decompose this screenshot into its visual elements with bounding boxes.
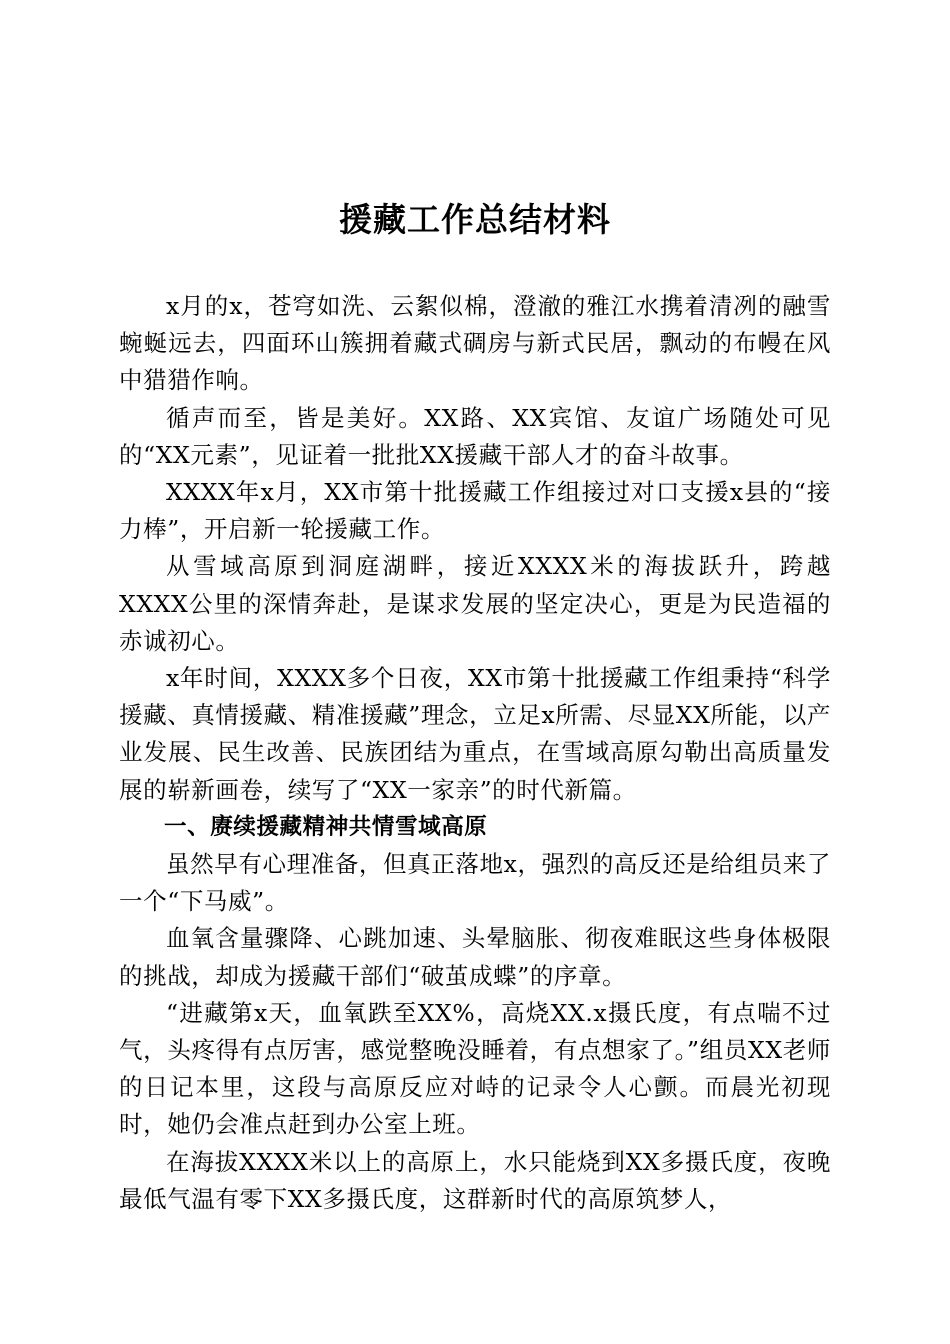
- paragraph: 循声而至，皆是美好。XX路、XX宾馆、友谊广场随处可见的“XX元素”，见证着一批批XX援藏干部人才的奋斗故事。: [119, 403, 831, 469]
- paragraph: 从雪域高原到洞庭湖畔，接近XXXX米的海拔跃升，跨越XXXX公里的深情奔赴，是谋求发展的坚定决心，更是为民造福的赤诚初心。: [119, 552, 831, 655]
- paragraph: “进藏第x天，血氧跌至XX%，高烧XX.x摄氏度，有点喘不过气，头疼得有点厉害，感觉整晚没睡着，有点想家了。”组员XX老师的日记本里，这段与高原反应对峙的记录令人心颤。而晨光初现时，她仍会准点赶到办公室上班。: [119, 998, 831, 1139]
- paragraph: 血氧含量骤降、心跳加速、头晕脑胀、彻夜难眠这些身体极限的挑战，却成为援藏干部们“破茧成蝶”的序章。: [119, 924, 831, 990]
- paragraph: 虽然早有心理准备，但真正落地x，强烈的高反还是给组员来了一个“下马威”。: [119, 850, 831, 916]
- paragraph: XXXX年x月，XX市第十批援藏工作组接过对口支援x县的“接力棒”，开启新一轮援藏工作。: [119, 478, 831, 544]
- document-body: [119, 288, 831, 1218]
- document-title: 援藏工作总结材料: [339, 200, 611, 239]
- paragraph: x月的x，苍穹如洗、云絮似棉，澄澈的雅江水携着清冽的融雪蜿蜒远去，四面环山簇拥着藏式碉房与新式民居，飘动的布幔在风中猎猎作响。: [119, 292, 831, 395]
- section-heading: 一、赓续援藏精神共情雪域高原: [164, 813, 488, 840]
- paragraph: 在海拔XXXX米以上的高原上，水只能烧到XX多摄氏度，夜晚最低气温有零下XX多摄氏度，这群新时代的高原筑梦人，: [119, 1147, 831, 1213]
- paragraph: x年时间，XXXX多个日夜，XX市第十批援藏工作组秉持“科学援藏、真情援藏、精准援藏”理念，立足x所需、尽显XX所能，以产业发展、民生改善、民族团结为重点，在雪域高原勾勒出高质量发展的崭新画卷，续写了“XX一家亲”的时代新篇。: [119, 664, 831, 804]
